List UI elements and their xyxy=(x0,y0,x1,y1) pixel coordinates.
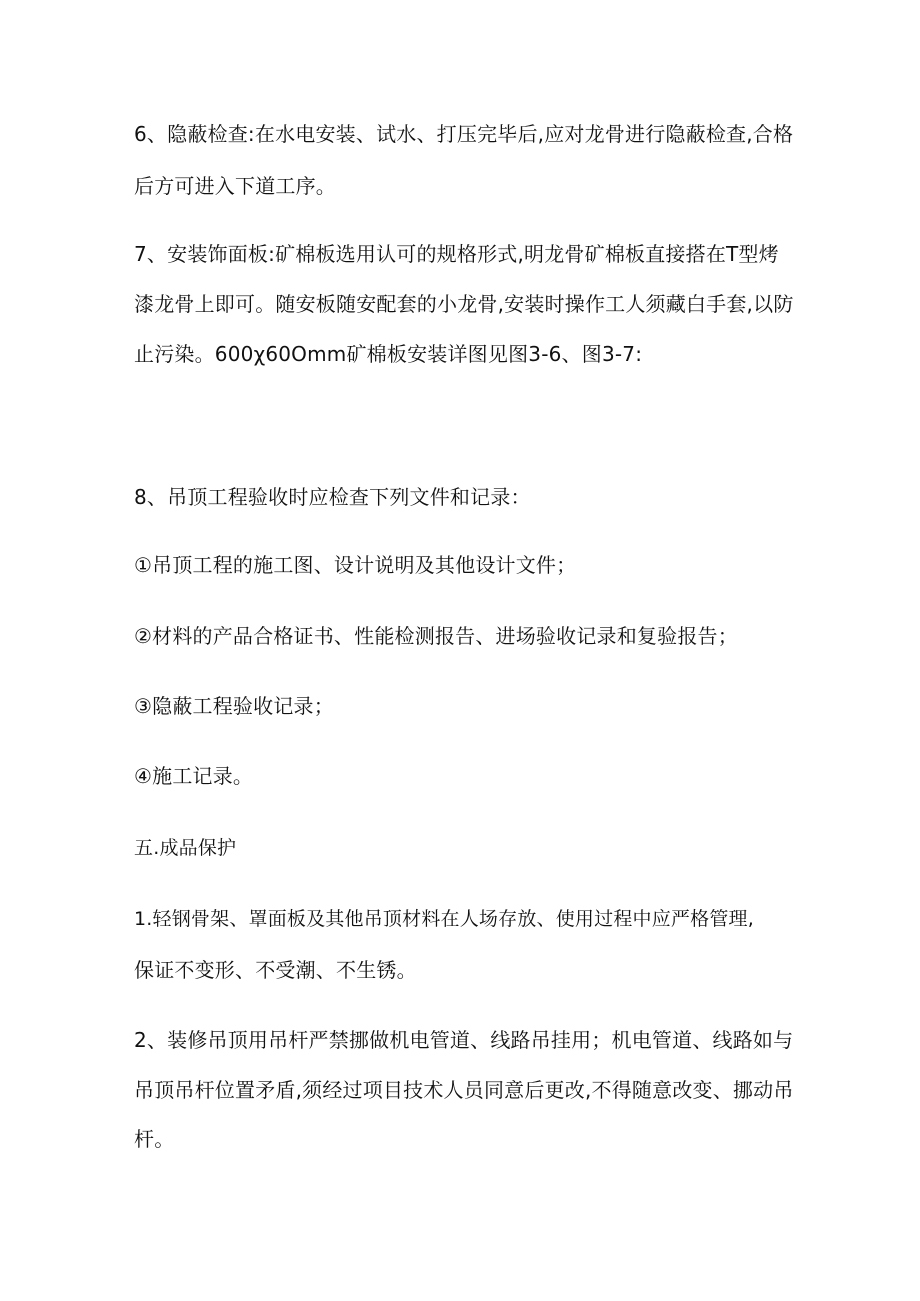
protection-1-line-2: 保证不变形、不受潮、不生锈。 xyxy=(134,958,417,982)
protection-1-line-1: 1.轻钢骨架、罩面板及其他吊顶材料在人场存放、使用过程中应严格管理, xyxy=(134,908,754,930)
para-8-heading: 8、吊顶工程验收时应检查下列文件和记录： xyxy=(134,485,531,509)
protection-2-line-1: 2、装修吊顶用吊杆严禁挪做机电管道、线路吊挂用；机电管道、线路如与 xyxy=(134,1028,794,1052)
section-heading-5: 五.成品保护 xyxy=(134,837,237,859)
para-7-line-2: 漆龙骨上即可。随安板随安配套的小龙骨,安装时操作工人须藏白手套,以防 xyxy=(134,292,794,316)
para-6-line-1: 6、隐蔽检查:在水电安装、试水、打压完毕后,应对龙骨进行隐蔽检查,合格 xyxy=(134,122,794,146)
list-item-3: ③隐蔽工程验收记录； xyxy=(134,694,334,718)
list-item-2: ②材料的产品合格证书、性能检测报告、进场验收记录和复验报告； xyxy=(134,624,738,648)
para-7-line-1: 7、安装饰面板:矿棉板选用认可的规格形式,明龙骨矿棉板直接搭在T型烤 xyxy=(134,242,779,266)
list-item-1: ①吊顶工程的施工图、设计说明及其他设计文件； xyxy=(134,553,577,577)
protection-2-line-3: 杆。 xyxy=(134,1127,175,1151)
para-7-line-3: 止污染。600χ60Omm矿棉板安装详图见图3-6、图3-7: xyxy=(134,342,643,366)
list-item-4: ④施工记录。 xyxy=(134,764,254,788)
protection-2-line-2: 吊顶吊杆位置矛盾,须经过项目技术人员同意后更改,不得随意改变、挪动吊 xyxy=(134,1078,794,1102)
para-6-line-2: 后方可进入下道工序。 xyxy=(134,174,336,198)
